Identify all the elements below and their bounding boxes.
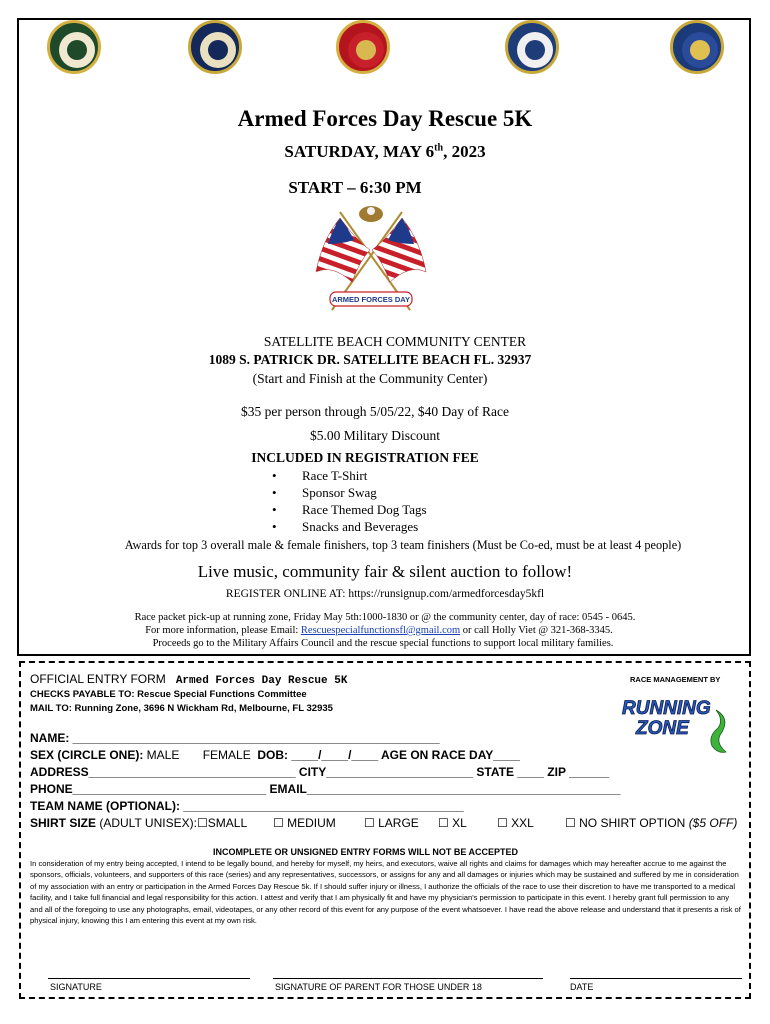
- running-zone-logo-icon: [618, 690, 742, 760]
- entry-form-heading: OFFICIAL ENTRY FORM Armed Forces Day Rescue 5K: [30, 672, 348, 687]
- proceeds-text: Proceeds go to the Military Affairs Council and the rescue special functions to support local military families.: [152, 638, 614, 649]
- checks-payable: CHECKS PAYABLE TO: Rescue Special Functions Committee: [30, 689, 307, 700]
- sex-dob-row: SEX (CIRCLE ONE): MALE FEMALE DOB: ____/____/____ AGE ON RACE DAY____: [30, 748, 520, 762]
- shirt-xl-checkbox[interactable]: ☐ XL: [438, 816, 467, 830]
- address-city-state-zip-field[interactable]: ADDRESS_______________________________ CITY______________________ STATE ____ ZIP ______: [30, 765, 610, 779]
- phone-email-field[interactable]: PHONE_____________________________ EMAIL_______________________________________________: [30, 782, 621, 796]
- parent-signature-line[interactable]: [273, 978, 543, 979]
- event-start-time: START – 6:30 PM: [288, 178, 422, 197]
- parent-signature-label: SIGNATURE OF PARENT FOR THOSE UNDER 18: [275, 982, 482, 992]
- venue-address: 1089 S. PATRICK DR. SATELLITE BEACH FL. 32937: [208, 352, 532, 367]
- marines-seal-icon: [336, 20, 390, 74]
- shirt-xxl-checkbox[interactable]: ☐ XXL: [497, 816, 534, 830]
- army-seal-icon: [47, 20, 101, 74]
- price-text: $35 per person through 5/05/22, $40 Day of Race: [240, 404, 510, 419]
- logo-text-zone: ZONE: [636, 718, 689, 739]
- signature-line[interactable]: [48, 978, 250, 979]
- event-date: SATURDAY, MAY 6th, 2023: [284, 142, 486, 161]
- incomplete-warning: INCOMPLETE OR UNSIGNED ENTRY FORMS WILL NOT BE ACCEPTED: [213, 847, 519, 857]
- liability-waiver: In consideration of my entry being accepted, I intend to be legally bound, and hereby for myself, my heirs, and executors, waive all rights and claims for damages which may hereafter accrue to me against the sponsors, officials, volunteers, and supporters of this race (series) and any representatives, successors, or assigns for any and all damages or injuries which may be sustained and suffered by me in consideration of my association with an entry or participation in the Armed Forces Day Rescue 5k. If I should suffer injury or illness, I authorize the officials of the race to use their discretion to have me transported to a medical facility, and I take full financial and legal responsibility for this action. I attest and verify that I am physically fit and have my physician's permission to participate in this event. I hereby grant full permission to any and all of the foregoing to use any photographs, email, videotapes, or any other record of this event for any purpose of the event whatsoever. I have read the above release and understand that it presents a risk of physical injury, knowing this I am entering this event at my own risk.: [30, 859, 741, 926]
- included-item: • Race T-Shirt: [272, 468, 368, 483]
- team-name-field[interactable]: TEAM NAME (OPTIONAL): __________________________________________: [30, 799, 464, 813]
- sex-options[interactable]: MALE FEMALE: [143, 748, 258, 762]
- venue-note: (Start and Finish at the Community Center): [252, 371, 488, 386]
- email-link[interactable]: Rescuespecialfunctionsfl@gmail.com: [300, 625, 461, 636]
- date-label: DATE: [570, 982, 594, 992]
- air-force-seal-icon: [670, 20, 724, 74]
- packet-pickup-text: Race packet pick-up at running zone, Friday May 5th:1000-1830 or @ the community center, day of race: 0545 - 0645.: [134, 612, 636, 623]
- shirt-size-label: SHIRT SIZE (ADULT UNISEX):: [30, 816, 197, 830]
- event-title: Armed Forces Day Rescue 5K: [237, 106, 533, 131]
- shirt-small-checkbox[interactable]: ☐SMALL: [197, 816, 248, 830]
- awards-text: Awards for top 3 overall male & female finishers, top 3 team finishers (Must be Co-ed, must be at least 4 people): [124, 538, 682, 552]
- shirt-large-checkbox[interactable]: ☐ LARGE: [364, 816, 419, 830]
- no-shirt-checkbox[interactable]: ☐ NO SHIRT OPTION ($5 OFF): [565, 816, 738, 830]
- date-line[interactable]: [570, 978, 742, 979]
- signature-label: SIGNATURE: [50, 982, 102, 992]
- navy-seal-icon: [188, 20, 242, 74]
- included-item: • Race Themed Dog Tags: [272, 502, 427, 517]
- name-field[interactable]: NAME: _______________________________________________________: [30, 731, 440, 745]
- included-item: • Snacks and Beverages: [272, 519, 419, 534]
- crossed-flags-icon: [312, 200, 430, 318]
- mail-to: MAIL TO: Running Zone, 3696 N Wickham Rd, Melbourne, FL 32935: [30, 703, 333, 714]
- info-text: For more information, please Email: Rescuespecialfunctionsfl@gmail.com or call Holly Viet @ 321-368-3345.: [145, 625, 613, 636]
- coast-guard-seal-icon: [505, 20, 559, 74]
- shirt-medium-checkbox[interactable]: ☐ MEDIUM: [273, 816, 336, 830]
- logo-text-running: RUNNING: [622, 698, 711, 719]
- included-heading: INCLUDED IN REGISTRATION FEE: [251, 450, 479, 465]
- race-management-label: RACE MANAGEMENT BY: [630, 675, 721, 684]
- included-item: • Sponsor Swag: [272, 485, 377, 500]
- flag-banner-text: ARMED FORCES DAY: [331, 295, 411, 304]
- discount-text: $5.00 Military Discount: [309, 428, 441, 443]
- register-online-text[interactable]: REGISTER ONLINE AT: https://runsignup.com/armedforcesday5kfl: [225, 588, 545, 600]
- live-music-text: Live music, community fair & silent auction to follow!: [197, 562, 573, 581]
- dob-field[interactable]: DOB: ____/____/____ AGE ON RACE DAY____: [257, 748, 520, 762]
- venue-name: SATELLITE BEACH COMMUNITY CENTER: [263, 334, 527, 349]
- seal-row: [0, 20, 770, 76]
